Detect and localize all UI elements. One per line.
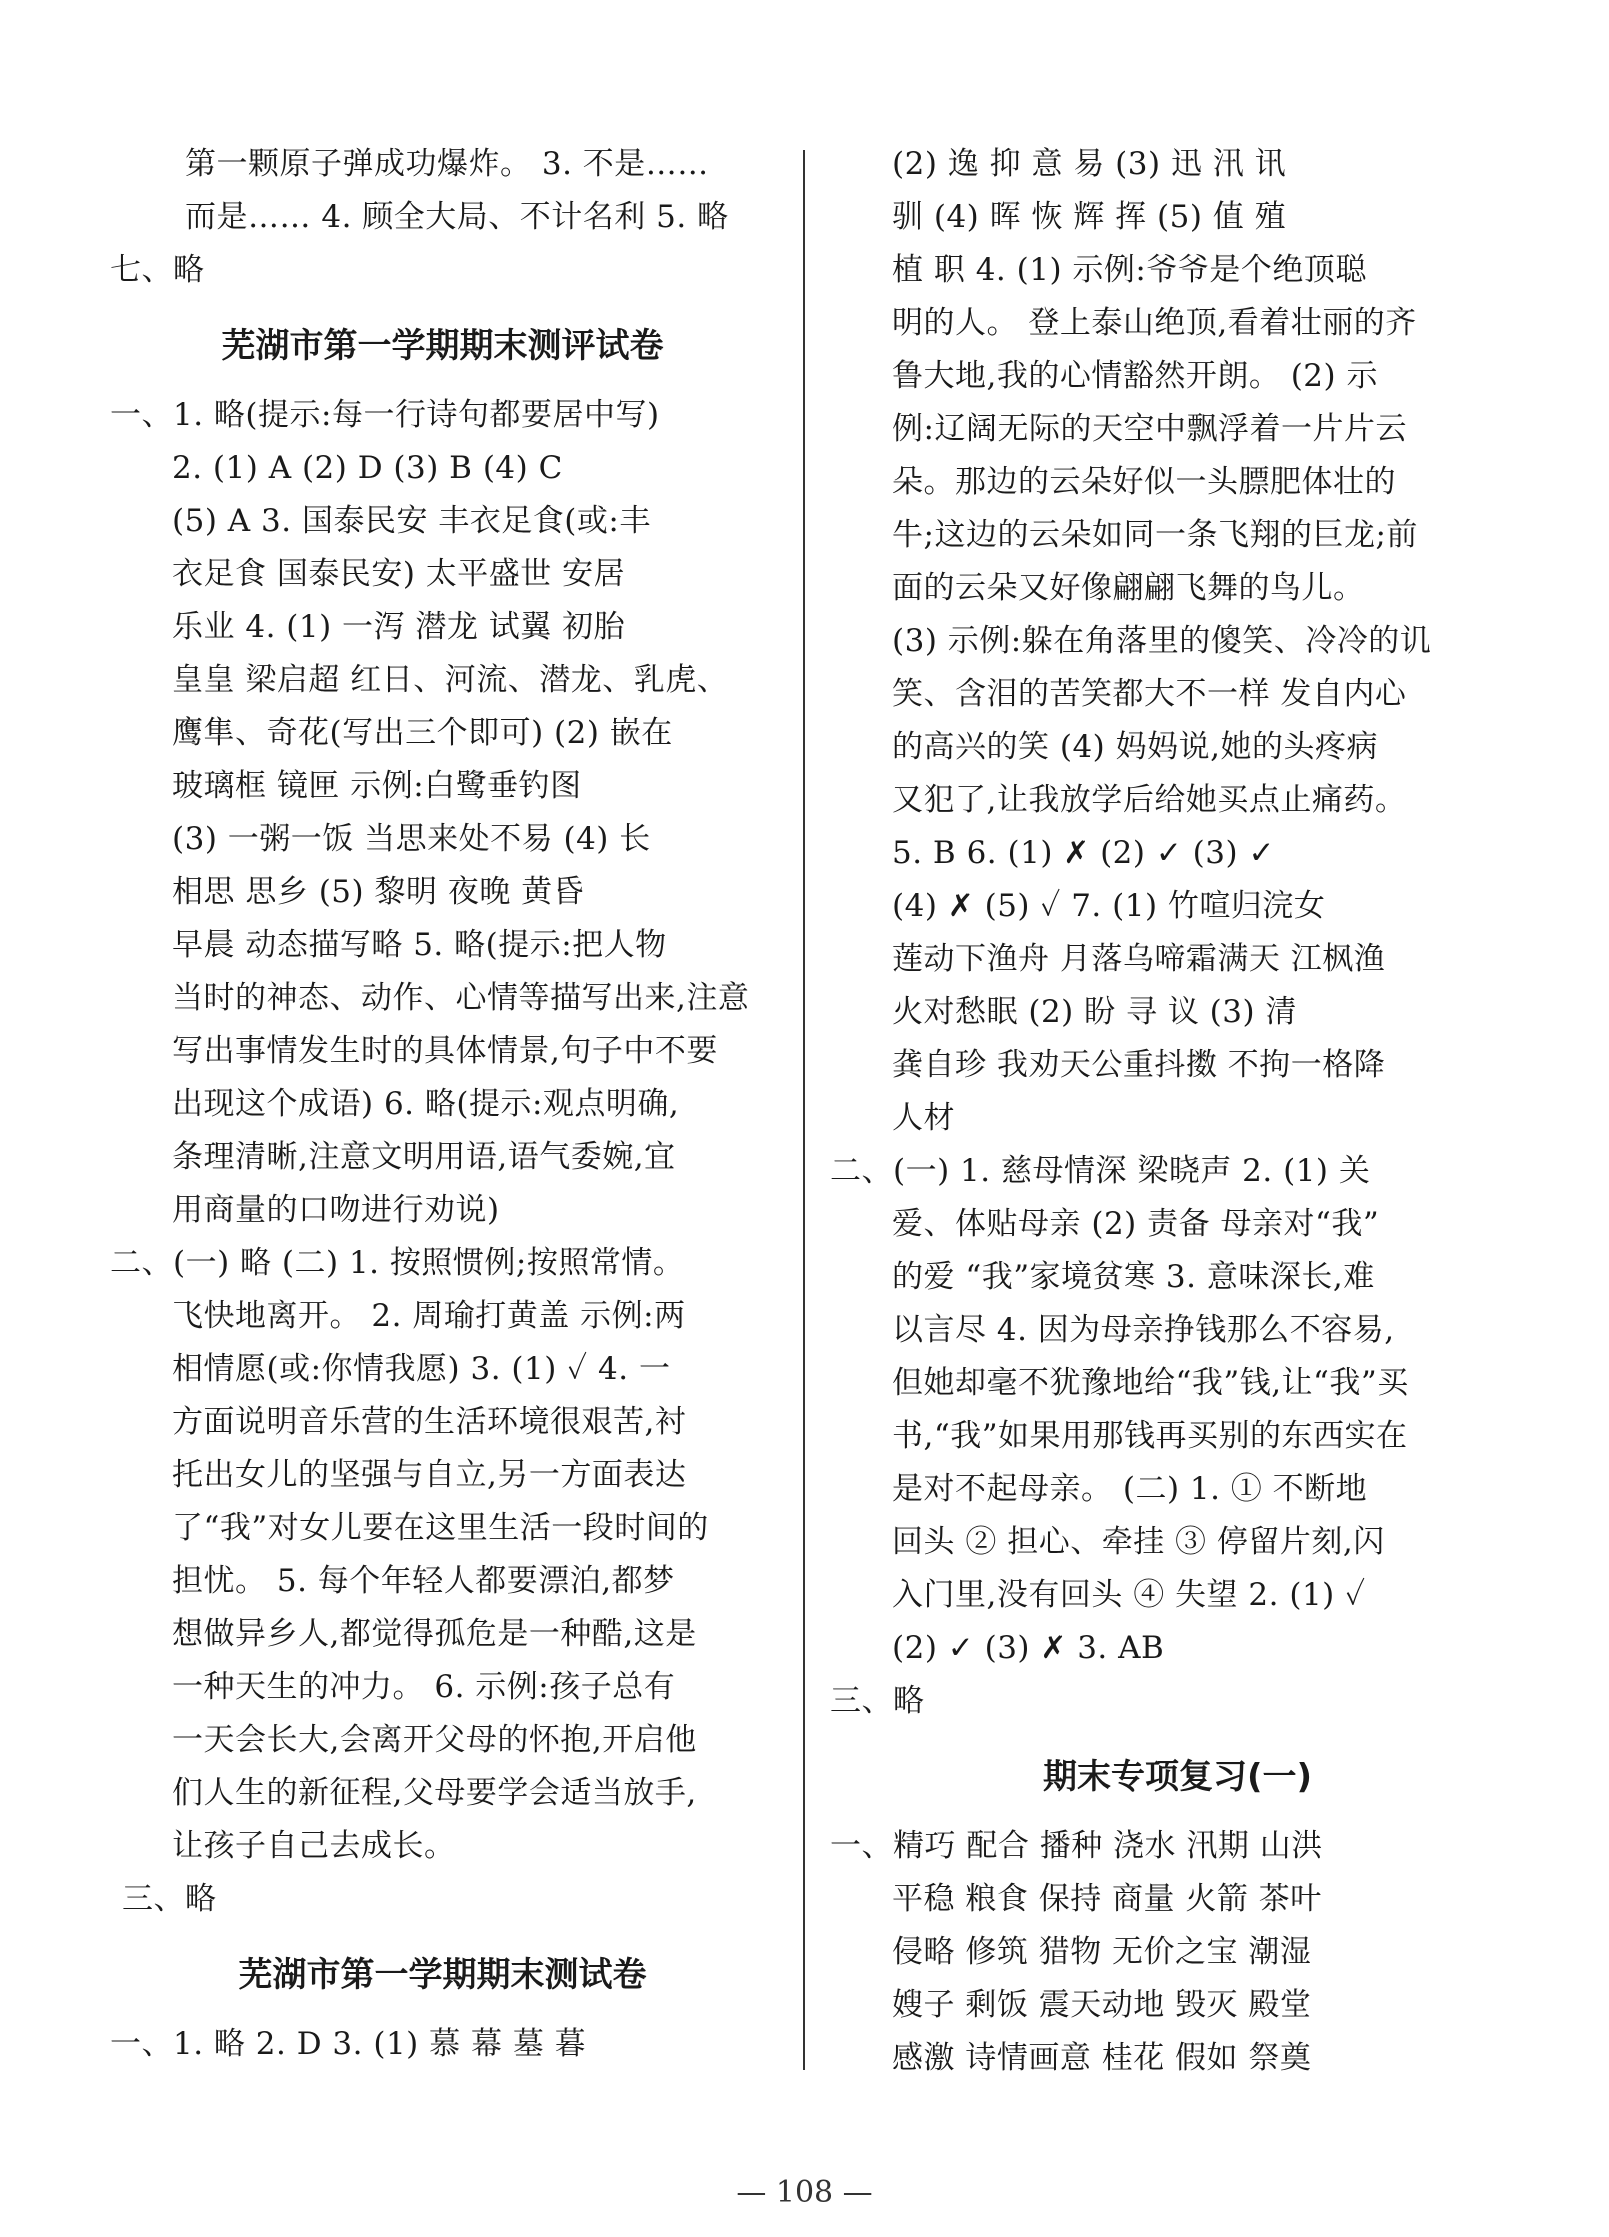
- answer-line: 龚自珍 我劝天公重抖擞 不拘一格降: [892, 1047, 1386, 1083]
- answer-line: 爱、体贴母亲 (2) 责备 母亲对“我”: [892, 1206, 1380, 1242]
- answer-line: 笑、含泪的苦笑都大不一样 发自内心: [892, 676, 1407, 712]
- answer-line: 5. B 6. (1) ✗ (2) ✓ (3) ✓: [892, 835, 1275, 871]
- word-list-line: 一、精巧 配合 播种 浇水 汛期 山洪: [830, 1828, 1323, 1864]
- answer-line: 是对不起母亲。 (二) 1. ① 不断地: [892, 1471, 1368, 1507]
- answer-line: 书,“我”如果用那钱再买别的东西实在: [892, 1418, 1408, 1454]
- answer-line: 想做异乡人,都觉得孤危是一种酷,这是: [172, 1616, 697, 1652]
- answer-line: (3) 示例:躲在角落里的傻笑、冷冷的讥: [892, 623, 1432, 659]
- answer-line: 担忧。 5. 每个年轻人都要漂泊,都梦: [172, 1563, 675, 1599]
- answer-line: 入门里,没有回头 ④ 失望 2. (1) ✓: [892, 1577, 1366, 1613]
- answer-line: 相思 思乡 (5) 黎明 夜晚 黄昏: [172, 874, 585, 910]
- answer-line: 三、略: [830, 1683, 925, 1719]
- answer-line: 们人生的新征程,父母要学会适当放手,: [172, 1775, 697, 1811]
- answer-line: 二、(一) 1. 慈母情深 梁晓声 2. (1) 关: [830, 1153, 1371, 1189]
- answer-line: 一、1. 略(提示:每一行诗句都要居中写): [110, 397, 660, 433]
- right-column: [830, 138, 1525, 2085]
- answer-line: 出现这个成语) 6. 略(提示:观点明确,: [172, 1086, 680, 1122]
- answer-line: 衣足食 国泰民安) 太平盛世 安居: [172, 556, 626, 592]
- answer-line: 莲动下渔舟 月落乌啼霜满天 江枫渔: [892, 941, 1386, 977]
- answer-line: (2) ✓ (3) ✗ 3. AB: [892, 1630, 1165, 1666]
- answer-line: 的爱 “我”家境贫寒 3. 意味深长,难: [892, 1259, 1375, 1295]
- answer-line: 了“我”对女儿要在这里生活一段时间的: [172, 1510, 709, 1546]
- word-list-line: 嫂子 剩饭 震天动地 毁灭 殿堂: [892, 1987, 1312, 2023]
- answer-line: 玻璃框 镜匣 示例:白鹭垂钓图: [172, 768, 582, 804]
- word-list-line: 侵略 修筑 猎物 无价之宝 潮湿: [892, 1934, 1312, 1970]
- answer-line: 以言尽 4. 因为母亲挣钱那么不容易,: [892, 1312, 1395, 1348]
- answer-line: 植 职 4. (1) 示例:爷爷是个绝顶聪: [892, 252, 1367, 288]
- answer-line: 的高兴的笑 (4) 妈妈说,她的头疼病: [892, 729, 1378, 765]
- answer-line: 一天会长大,会离开父母的怀抱,开启他: [172, 1722, 697, 1758]
- answer-line: 乐业 4. (1) 一泻 潜龙 试翼 初胎: [172, 609, 626, 645]
- answer-line: 人材: [892, 1100, 955, 1136]
- answer-line: 面的云朵又好像翩翩飞舞的鸟儿。: [892, 570, 1365, 606]
- answer-line: 写出事情发生时的具体情景,句子中不要: [172, 1033, 718, 1069]
- answer-line: 2. (1) A (2) D (3) B (4) C: [172, 450, 563, 486]
- answer-line: 早晨 动态描写略 5. 略(提示:把人物: [172, 927, 667, 963]
- answer-line: 第一颗原子弹成功爆炸。 3. 不是……: [185, 146, 709, 182]
- answer-line: (3) 一粥一饭 当思来处不易 (4) 长: [172, 821, 651, 857]
- answer-line: 相情愿(或:你情我愿) 3. (1) ✓ 4. 一: [172, 1351, 671, 1387]
- answer-line: 驯 (4) 晖 恢 辉 挥 (5) 值 殖: [892, 199, 1287, 235]
- answer-line: 让孩子自己去成长。: [172, 1828, 456, 1864]
- word-list-line: 感激 诗情画意 桂花 假如 祭奠: [892, 2040, 1312, 2076]
- answer-line: 方面说明音乐营的生活环境很艰苦,衬: [172, 1404, 687, 1440]
- column-divider: [803, 150, 805, 2070]
- answer-line: 又犯了,让我放学后给她买点止痛药。: [892, 782, 1407, 818]
- answer-line: 飞快地离开。 2. 周瑜打黄盖 示例:两: [172, 1298, 686, 1334]
- answer-line: 条理清晰,注意文明用语,语气委婉,宜: [172, 1139, 676, 1175]
- word-list-line: 平稳 粮食 保持 商量 火箭 茶叶: [892, 1881, 1322, 1917]
- answer-line: 七、略: [110, 252, 205, 288]
- answer-line: (4) ✗ (5) ✓ 7. (1) 竹喧归浣女: [892, 888, 1326, 924]
- section-heading: 期末专项复习(一): [1042, 1757, 1313, 1797]
- answer-line: 但她却毫不犹豫地给“我”钱,让“我”买: [892, 1365, 1409, 1401]
- answer-line: 例:辽阔无际的天空中飘浮着一片片云: [892, 411, 1407, 447]
- answer-line: 三、略: [122, 1881, 217, 1917]
- section-heading: 芜湖市第一学期期末测试卷: [238, 1955, 647, 1995]
- answer-line: (5) A 3. 国泰民安 丰衣足食(或:丰: [172, 503, 651, 539]
- answer-line: 朵。那边的云朵好似一头膘肥体壮的: [892, 464, 1396, 500]
- answer-line: 一、1. 略 2. D 3. (1) 慕 幕 墓 暮: [110, 2026, 587, 2062]
- answer-line: (2) 逸 抑 意 易 (3) 迅 汛 讯: [892, 146, 1287, 182]
- answer-line: 用商量的口吻进行劝说): [172, 1192, 500, 1228]
- answer-line: 托出女儿的坚强与自立,另一方面表达: [172, 1457, 687, 1493]
- answer-line: 二、(一) 略 (二) 1. 按照惯例;按照常情。: [110, 1245, 685, 1281]
- answer-line: 皇皇 梁启超 红日、河流、潜龙、乳虎、: [172, 662, 729, 698]
- answer-line: 当时的神态、动作、心情等描写出来,注意: [172, 980, 750, 1016]
- page-number: — 108 —: [736, 2175, 873, 2210]
- answer-line: 回头 ② 担心、牵挂 ③ 停留片刻,闪: [892, 1524, 1385, 1560]
- answer-line: 牛;这边的云朵如同一条飞翔的巨龙;前: [892, 517, 1418, 553]
- answer-line: 鹰隼、奇花(写出三个即可) (2) 嵌在: [172, 715, 673, 751]
- answer-line: 明的人。 登上泰山绝顶,看着壮丽的齐: [892, 305, 1417, 341]
- answer-line: 鲁大地,我的心情豁然开朗。 (2) 示: [892, 358, 1378, 394]
- answer-line: 火对愁眠 (2) 盼 寻 议 (3) 清: [892, 994, 1297, 1030]
- answer-line: 一种天生的冲力。 6. 示例:孩子总有: [172, 1669, 676, 1705]
- answer-line: 而是…… 4. 顾全大局、不计名利 5. 略: [185, 199, 729, 235]
- section-heading: 芜湖市第一学期期末测评试卷: [221, 326, 664, 366]
- left-column: [110, 138, 775, 2071]
